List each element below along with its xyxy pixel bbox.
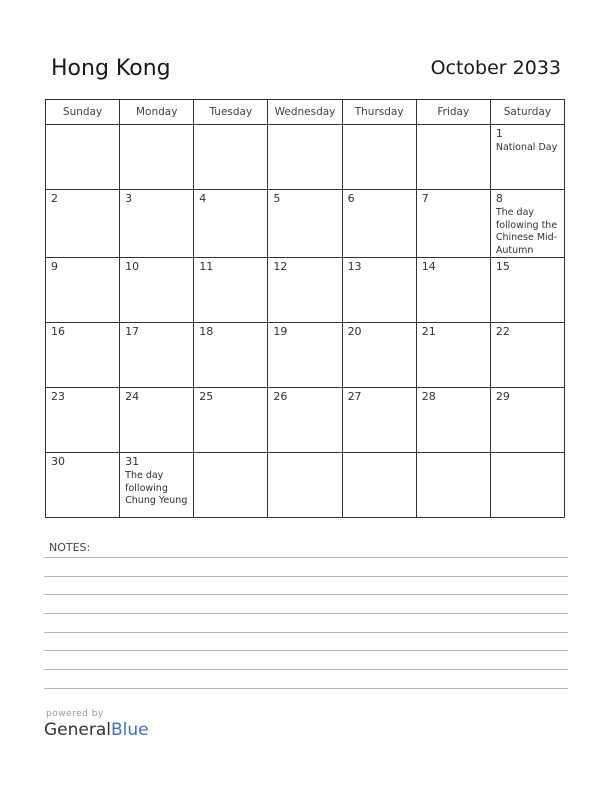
note-line bbox=[44, 594, 568, 595]
day-cell bbox=[268, 388, 342, 453]
day-cell bbox=[46, 125, 120, 190]
weekday-sunday: Sunday bbox=[46, 100, 120, 125]
day-cell bbox=[490, 388, 564, 453]
country-title: Hong Kong bbox=[51, 56, 171, 81]
day-cell bbox=[194, 453, 268, 518]
day-number: 20 bbox=[347, 325, 362, 338]
day-cell bbox=[342, 453, 416, 518]
holiday-label: National Day bbox=[495, 142, 558, 153]
note-line bbox=[44, 650, 568, 651]
week-row bbox=[46, 453, 565, 518]
day-number: 31 bbox=[125, 455, 140, 468]
day-number: 14 bbox=[421, 260, 436, 273]
day-number: 8 bbox=[495, 192, 503, 205]
month-year-title: October 2033 bbox=[430, 57, 561, 79]
note-line bbox=[44, 576, 568, 577]
day-number: 6 bbox=[347, 192, 355, 205]
day-number: 24 bbox=[125, 390, 140, 403]
day-cell bbox=[490, 190, 564, 258]
day-number: 10 bbox=[125, 260, 140, 273]
day-number: 21 bbox=[421, 325, 436, 338]
day-cell bbox=[268, 453, 342, 518]
generalblue-logo[interactable] bbox=[44, 720, 149, 740]
day-number: 17 bbox=[125, 325, 140, 338]
weekday-thursday: Thursday bbox=[342, 100, 416, 125]
day-cell bbox=[120, 258, 194, 323]
weekday-tuesday: Tuesday bbox=[194, 100, 268, 125]
day-number: 7 bbox=[421, 192, 429, 205]
powered-by-text: powered by bbox=[46, 709, 104, 719]
note-line bbox=[44, 613, 568, 614]
day-cell bbox=[46, 258, 120, 323]
day-cell bbox=[490, 453, 564, 518]
day-cell bbox=[194, 258, 268, 323]
day-number: 19 bbox=[273, 325, 288, 338]
day-cell bbox=[194, 388, 268, 453]
day-cell bbox=[46, 388, 120, 453]
day-number: 16 bbox=[51, 325, 65, 338]
day-number: 22 bbox=[495, 325, 510, 338]
brand-general: General bbox=[44, 720, 111, 740]
holiday-label: The day following the Chinese Mid-Autumn bbox=[495, 207, 558, 256]
day-cell bbox=[46, 190, 120, 258]
day-number: 29 bbox=[495, 390, 510, 403]
day-cell bbox=[194, 323, 268, 388]
weekday-saturday: Saturday bbox=[490, 100, 564, 125]
day-cell bbox=[416, 125, 490, 190]
day-cell bbox=[268, 323, 342, 388]
day-cell bbox=[416, 453, 490, 518]
day-number: 28 bbox=[421, 390, 436, 403]
day-number: 2 bbox=[51, 192, 58, 205]
day-cell bbox=[120, 125, 194, 190]
day-cell bbox=[268, 258, 342, 323]
day-cell bbox=[342, 388, 416, 453]
day-cell bbox=[46, 323, 120, 388]
day-number: 26 bbox=[273, 390, 288, 403]
day-cell bbox=[268, 190, 342, 258]
day-number: 27 bbox=[347, 390, 362, 403]
day-cell bbox=[490, 125, 564, 190]
day-cell bbox=[342, 323, 416, 388]
week-row bbox=[46, 125, 565, 190]
holiday-label: The day following Chung Yeung bbox=[125, 470, 188, 506]
day-number: 4 bbox=[199, 192, 207, 205]
weekday-monday: Monday bbox=[120, 100, 194, 125]
day-number: 23 bbox=[51, 390, 65, 403]
day-cell bbox=[342, 125, 416, 190]
day-number: 3 bbox=[125, 192, 133, 205]
day-cell bbox=[120, 453, 194, 518]
day-cell bbox=[46, 453, 120, 518]
notes-label: NOTES: bbox=[49, 541, 91, 554]
calendar-grid bbox=[45, 99, 565, 518]
day-cell bbox=[194, 190, 268, 258]
note-line bbox=[44, 688, 568, 689]
weekday-wednesday: Wednesday bbox=[268, 100, 342, 125]
day-number: 5 bbox=[273, 192, 281, 205]
day-cell bbox=[120, 323, 194, 388]
day-cell bbox=[490, 323, 564, 388]
day-cell bbox=[120, 190, 194, 258]
day-cell bbox=[194, 125, 268, 190]
day-number: 15 bbox=[495, 260, 510, 273]
day-cell bbox=[416, 258, 490, 323]
weekday-friday: Friday bbox=[416, 100, 490, 125]
day-cell bbox=[342, 190, 416, 258]
day-cell bbox=[490, 258, 564, 323]
day-cell bbox=[342, 258, 416, 323]
day-cell bbox=[120, 388, 194, 453]
day-number: 1 bbox=[495, 127, 503, 140]
day-cell bbox=[416, 323, 490, 388]
note-line bbox=[44, 632, 568, 633]
week-row bbox=[46, 190, 565, 258]
note-line bbox=[44, 669, 568, 670]
week-row bbox=[46, 258, 565, 323]
day-number: 18 bbox=[199, 325, 214, 338]
day-cell bbox=[416, 190, 490, 258]
weekday-header-row bbox=[46, 100, 565, 125]
note-line bbox=[44, 557, 568, 558]
week-row bbox=[46, 323, 565, 388]
day-cell bbox=[416, 388, 490, 453]
day-number: 11 bbox=[199, 260, 214, 273]
day-number: 9 bbox=[51, 260, 58, 273]
brand-blue: Blue bbox=[111, 720, 149, 740]
day-number: 30 bbox=[51, 455, 65, 468]
day-number: 13 bbox=[347, 260, 362, 273]
day-number: 25 bbox=[199, 390, 214, 403]
day-number: 12 bbox=[273, 260, 288, 273]
week-row bbox=[46, 388, 565, 453]
day-cell bbox=[268, 125, 342, 190]
